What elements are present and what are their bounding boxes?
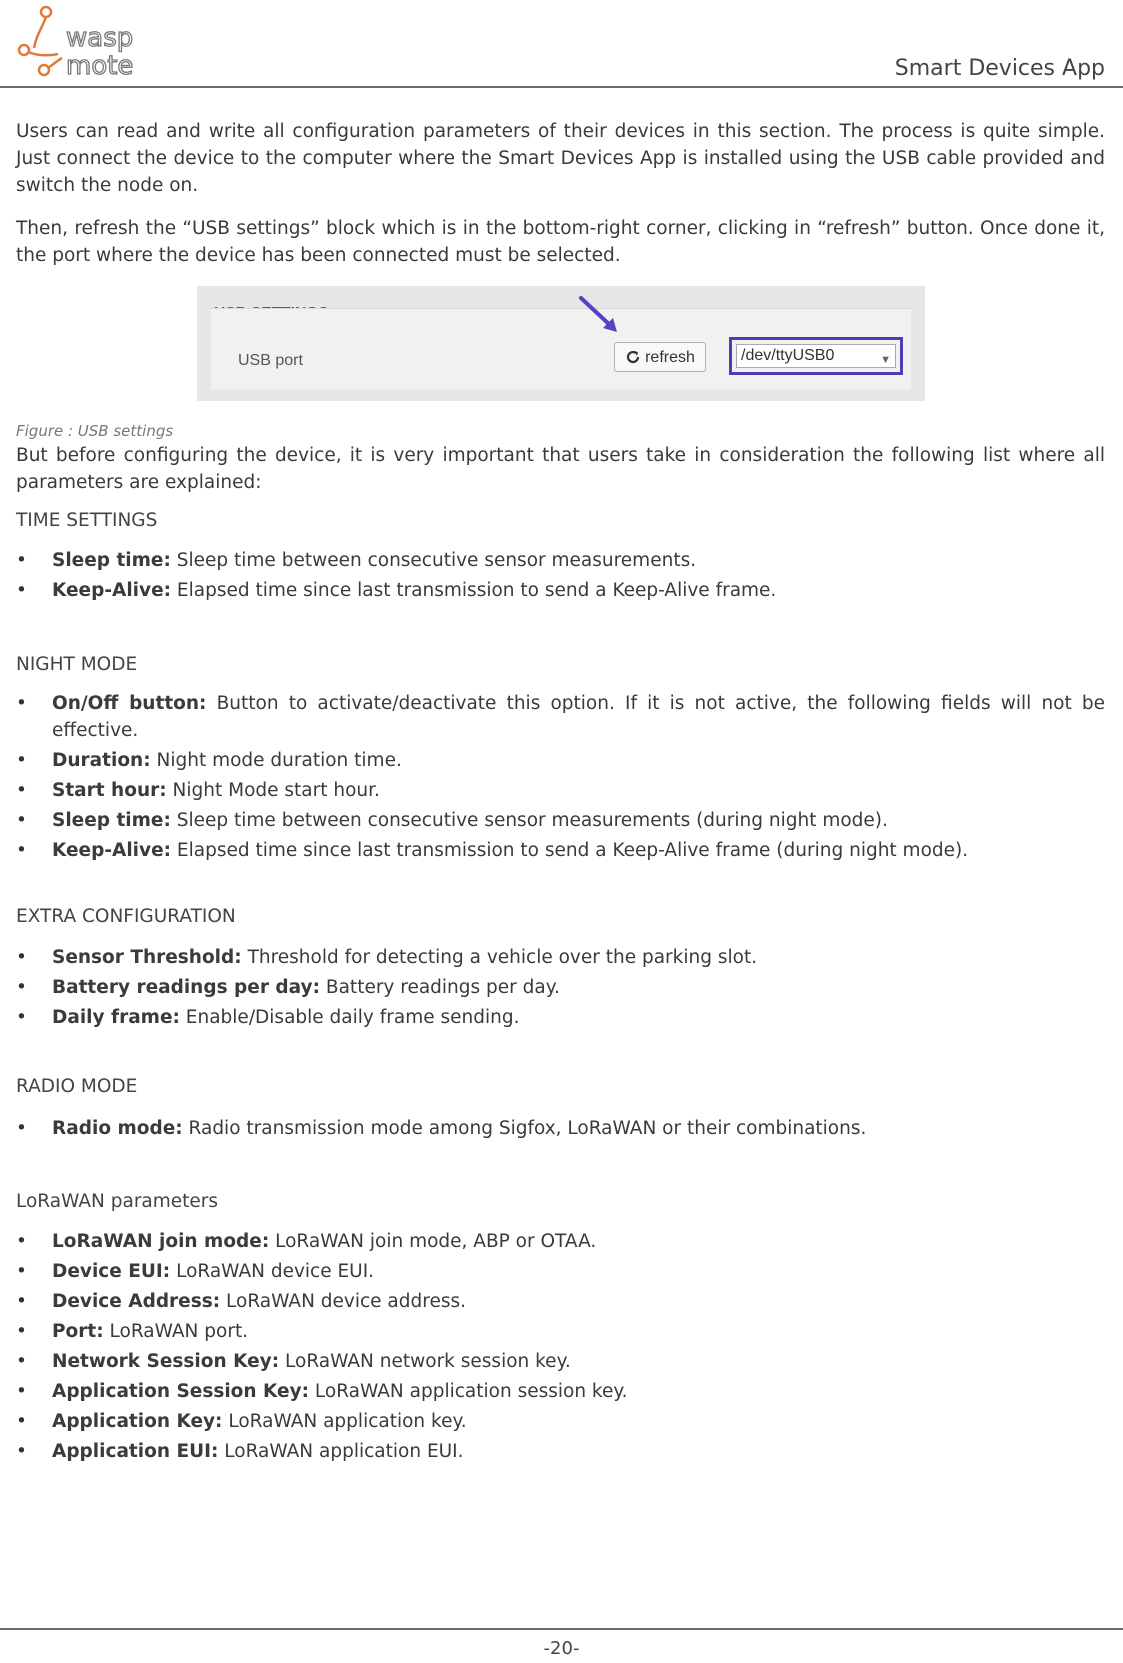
list-item: • Sleep time: Sleep time between consecutive sensor measurements (during night mode). xyxy=(16,807,1105,834)
list-item: • LoRaWAN join mode: LoRaWAN join mode, ABP or OTAA. xyxy=(16,1228,1105,1255)
list-item: • Duration: Night mode duration time. xyxy=(16,747,1105,774)
figure-caption: Figure : USB settings xyxy=(16,422,174,440)
list-item: • Network Session Key: LoRaWAN network session key. xyxy=(16,1348,1105,1375)
list-item: • Application EUI: LoRaWAN application EUI. xyxy=(16,1438,1105,1465)
intro-paragraph-1: Users can read and write all configuration parameters of their devices in this section. The process is quite simple. Just connect the device to the computer where the Smart Devices App is installed using the USB cable provided and switch the node on. xyxy=(16,121,1105,196)
page-header xyxy=(0,0,1123,90)
list-item: • Daily frame: Enable/Disable daily frame sending. xyxy=(16,1004,1105,1031)
list-item: • Keep-Alive: Elapsed time since last transmission to send a Keep-Alive frame (during night mode). xyxy=(16,837,1105,864)
section-heading-time-settings: TIME SETTINGS xyxy=(16,510,158,531)
night-mode-list xyxy=(16,690,1105,867)
list-item: • Application Key: LoRaWAN application key. xyxy=(16,1408,1105,1435)
intro-paragraph-2: Then, refresh the “USB settings” block which is in the bottom-right corner, clicking in “refresh” button. Once done it, the port where the device has been connected must be selected. xyxy=(16,218,1105,266)
footer-divider xyxy=(0,1628,1123,1630)
refresh-button-label: refresh xyxy=(645,348,695,366)
header-title: Smart Devices App xyxy=(894,56,1105,81)
chevron-down-icon: ▼ xyxy=(880,354,891,366)
refresh-icon xyxy=(625,349,641,365)
list-item: • Start hour: Night Mode start hour. xyxy=(16,777,1105,804)
list-item: • Radio mode: Radio transmission mode among Sigfox, LoRaWAN or their combinations. xyxy=(16,1115,1105,1142)
section-heading-radio-mode: RADIO MODE xyxy=(16,1076,138,1097)
usb-port-select[interactable] xyxy=(736,344,896,368)
parameters-intro: But before configuring the device, it is very important that users take in consideration the following list where all parameters are explained: xyxy=(16,445,1105,493)
usb-settings-panel xyxy=(211,308,911,389)
usb-settings-figure xyxy=(197,286,925,401)
pointer-arrow-icon xyxy=(577,294,621,336)
list-item: • Sensor Threshold: Threshold for detecting a vehicle over the parking slot. xyxy=(16,944,1105,971)
extra-configuration-list xyxy=(16,944,1105,1034)
refresh-button[interactable] xyxy=(614,342,706,372)
section-heading-night-mode: NIGHT MODE xyxy=(16,654,138,675)
time-settings-list xyxy=(16,547,1105,607)
list-item: • On/Off button: Button to activate/deactivate this option. If it is not active, the following fields will not be effective. xyxy=(16,690,1105,744)
list-item: • Keep-Alive: Elapsed time since last transmission to send a Keep-Alive frame. xyxy=(16,577,1105,604)
list-item: • Application Session Key: LoRaWAN application session key. xyxy=(16,1378,1105,1405)
section-heading-extra-configuration: EXTRA CONFIGURATION xyxy=(16,906,236,927)
section-heading-lorawan-parameters: LoRaWAN parameters xyxy=(16,1191,219,1212)
list-item: • Sleep time: Sleep time between consecutive sensor measurements. xyxy=(16,547,1105,574)
list-item: • Device Address: LoRaWAN device address. xyxy=(16,1288,1105,1315)
list-item: • Device EUI: LoRaWAN device EUI. xyxy=(16,1258,1105,1285)
list-item: • Battery readings per day: Battery readings per day. xyxy=(16,974,1105,1001)
waspmote-logo xyxy=(14,4,184,80)
port-highlight-box xyxy=(729,337,903,375)
header-divider xyxy=(0,86,1123,88)
page-number: -20- xyxy=(543,1638,580,1659)
svg-text:mote: mote xyxy=(66,51,134,80)
usb-port-label: USB port xyxy=(238,352,303,369)
radio-mode-list xyxy=(16,1115,1105,1145)
svg-text:wasp: wasp xyxy=(66,23,134,53)
list-item: • Port: LoRaWAN port. xyxy=(16,1318,1105,1345)
usb-port-value: /dev/ttyUSB0 xyxy=(741,347,835,364)
lorawan-parameters-list xyxy=(16,1228,1105,1468)
